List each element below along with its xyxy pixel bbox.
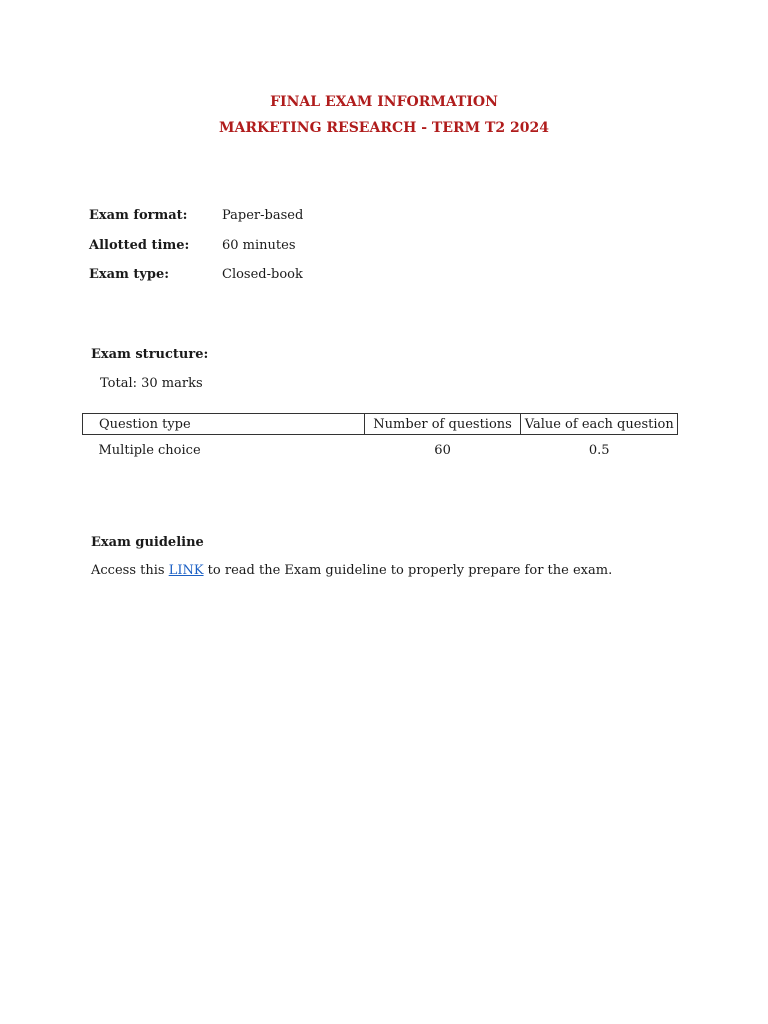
title-line-2: MARKETING RESEARCH - TERM T2 2024 — [218, 120, 550, 136]
allotted-time-label: Allotted time: — [89, 238, 190, 253]
title-line-1: FINAL EXAM INFORMATION — [270, 94, 498, 110]
exam-guideline-text — [91, 563, 612, 578]
table-header-row — [83, 414, 678, 435]
exam-type-value: Closed-book — [222, 267, 303, 282]
guideline-text-before: Access this — [91, 563, 169, 578]
allotted-time-value: 60 minutes — [222, 238, 296, 253]
header-value-of-each-question: Value of each question — [521, 414, 678, 435]
cell-value-of-each-question: 0.5 — [588, 442, 610, 458]
header-number-of-questions: Number of questions — [364, 414, 521, 435]
guideline-link[interactable]: LINK — [168, 563, 204, 578]
cell-question-type: Multiple choice — [98, 442, 201, 458]
cell-number-of-questions: 60 — [434, 442, 451, 458]
table-row — [83, 435, 678, 466]
exam-guideline-heading: Exam guideline — [91, 535, 204, 550]
exam-format-value: Paper-based — [222, 208, 304, 223]
exam-structure-heading: Exam structure: — [91, 347, 209, 362]
guideline-text-after: to read the Exam guideline to properly prepare for the exam. — [203, 563, 613, 578]
exam-structure-table — [82, 413, 678, 465]
exam-type-label: Exam type: — [89, 267, 170, 282]
exam-format-label: Exam format: — [89, 208, 188, 223]
total-marks: Total: 30 marks — [100, 376, 203, 391]
header-question-type: Question type — [83, 414, 365, 435]
